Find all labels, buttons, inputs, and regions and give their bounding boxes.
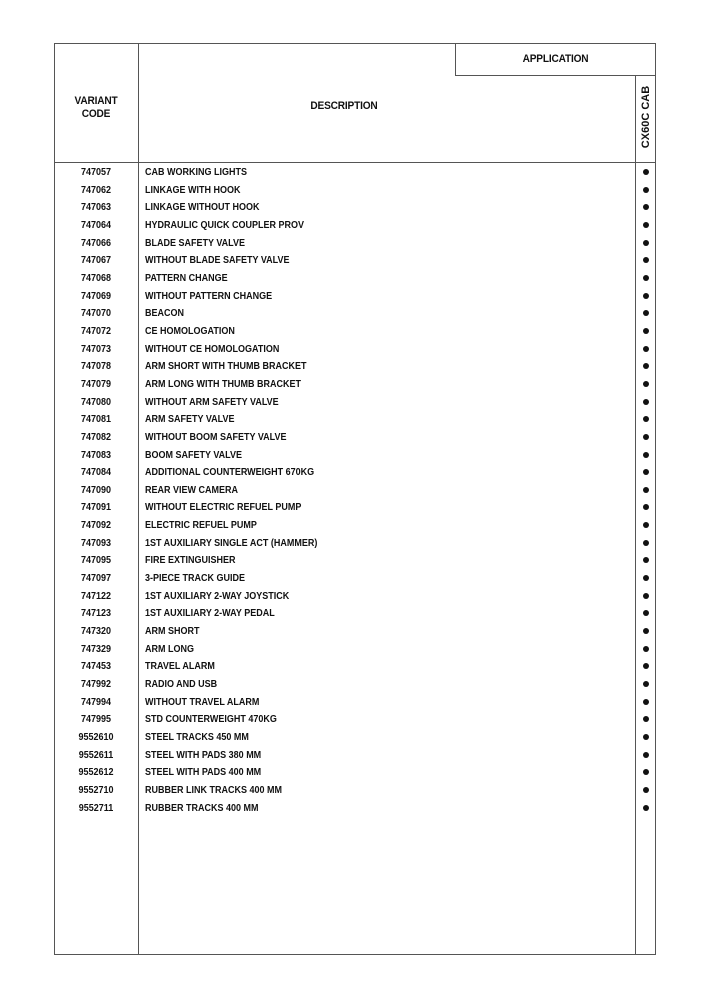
description-header: DESCRIPTION (310, 100, 378, 112)
applies-bullet-icon (643, 805, 649, 811)
table-row (54, 730, 656, 748)
applies-bullet-icon (643, 240, 649, 246)
variant-description: LINKAGE WITHOUT HOOK (145, 202, 260, 214)
variant-code: 747081 (80, 414, 112, 426)
variant-code: 747079 (80, 378, 112, 390)
variant-description: LINKAGE WITH HOOK (145, 184, 241, 196)
applies-bullet-icon (643, 204, 649, 210)
variant-code: 747994 (80, 696, 112, 708)
applies-bullet-icon (643, 716, 649, 722)
variant-description: ARM LONG (145, 643, 195, 655)
applies-bullet-icon (643, 681, 649, 687)
variant-code: 747083 (80, 449, 112, 461)
variant-description: WITHOUT BOOM SAFETY VALVE (145, 431, 287, 443)
variant-code: 747063 (80, 202, 112, 214)
variant-description: BOOM SAFETY VALVE (145, 449, 243, 461)
variant-code: 747068 (80, 272, 112, 284)
applies-bullet-icon (643, 310, 649, 316)
variant-code-header-line2: CODE (81, 108, 111, 120)
applies-bullet-icon (643, 346, 649, 352)
table-row (54, 712, 656, 730)
applies-bullet-icon (643, 787, 649, 793)
applies-bullet-icon (643, 275, 649, 281)
variant-code: 747122 (80, 590, 112, 602)
applies-bullet-icon (643, 293, 649, 299)
table-row (54, 606, 656, 624)
table-row (54, 165, 656, 183)
variant-description: WITHOUT TRAVEL ALARM (145, 696, 260, 708)
table-row (54, 571, 656, 589)
table-row (54, 659, 656, 677)
variant-code: 747092 (80, 520, 112, 532)
applies-bullet-icon (643, 169, 649, 175)
applies-bullet-icon (643, 452, 649, 458)
applies-bullet-icon (643, 593, 649, 599)
applies-bullet-icon (643, 469, 649, 475)
table-row (54, 677, 656, 695)
table-row (54, 395, 656, 413)
variant-description: HYDRAULIC QUICK COUPLER PROV (145, 219, 305, 231)
header-bottom-divider (54, 162, 656, 163)
applies-bullet-icon (643, 328, 649, 334)
table-row (54, 271, 656, 289)
table-row (54, 289, 656, 307)
variant-code: 747072 (80, 325, 112, 337)
applies-bullet-icon (643, 646, 649, 652)
table-row (54, 324, 656, 342)
variant-description: REAR VIEW CAMERA (145, 484, 239, 496)
applies-bullet-icon (643, 522, 649, 528)
applies-bullet-icon (643, 734, 649, 740)
table-row (54, 536, 656, 554)
table-row (54, 801, 656, 819)
variant-description: BLADE SAFETY VALVE (145, 237, 246, 249)
variant-code: 747095 (80, 555, 112, 567)
variant-code: 747084 (80, 467, 112, 479)
variant-description: TRAVEL ALARM (145, 661, 215, 673)
variant-code: 747329 (80, 643, 112, 655)
table-row (54, 236, 656, 254)
applies-bullet-icon (643, 699, 649, 705)
applies-bullet-icon (643, 575, 649, 581)
variant-description: ARM SHORT (145, 626, 200, 638)
applies-bullet-icon (643, 363, 649, 369)
table-row (54, 306, 656, 324)
variant-description: CAB WORKING LIGHTS (145, 167, 247, 178)
table-row (54, 377, 656, 395)
variant-code: 747073 (80, 343, 112, 355)
variant-code: 747070 (80, 308, 112, 320)
variant-code: 9552610 (78, 732, 114, 743)
variant-description: STEEL WITH PADS 400 MM (145, 767, 262, 779)
table-row (54, 695, 656, 713)
variant-code: 747995 (80, 714, 112, 726)
applies-bullet-icon (643, 752, 649, 758)
variant-description: WITHOUT ARM SAFETY VALVE (145, 396, 279, 408)
applies-bullet-icon (643, 399, 649, 405)
table-row (54, 483, 656, 501)
table-row (54, 430, 656, 448)
applies-bullet-icon (643, 381, 649, 387)
variant-description: PATTERN CHANGE (145, 272, 228, 284)
variant-code: 747057 (80, 167, 112, 178)
table-row (54, 518, 656, 536)
table-row (54, 183, 656, 201)
table-row (54, 748, 656, 766)
variant-description: 1ST AUXILIARY 2-WAY JOYSTICK (145, 590, 290, 602)
variant-code: 747123 (80, 608, 112, 620)
variant-code: 747320 (80, 626, 112, 638)
table-row (54, 765, 656, 783)
applies-bullet-icon (643, 187, 649, 193)
variant-code: 747082 (80, 431, 112, 443)
variant-description: 1ST AUXILIARY 2-WAY PEDAL (145, 608, 275, 620)
variant-description: FIRE EXTINGUISHER (145, 555, 236, 567)
applies-bullet-icon (643, 257, 649, 263)
table-row (54, 342, 656, 360)
variant-description: ARM SHORT WITH THUMB BRACKET (145, 361, 307, 373)
variant-code: 747062 (80, 184, 112, 196)
table-row (54, 218, 656, 236)
variant-rows (54, 165, 656, 818)
applies-bullet-icon (643, 222, 649, 228)
applies-bullet-icon (643, 628, 649, 634)
variant-code: 747064 (80, 219, 112, 231)
variant-code: 747992 (80, 679, 112, 691)
applies-bullet-icon (643, 416, 649, 422)
applies-bullet-icon (643, 663, 649, 669)
variant-code: 747453 (80, 661, 112, 673)
variant-description: RUBBER LINK TRACKS 400 MM (145, 784, 283, 796)
variant-description: ADDITIONAL COUNTERWEIGHT 670KG (145, 467, 315, 479)
applies-bullet-icon (643, 557, 649, 563)
applies-bullet-icon (643, 610, 649, 616)
applies-bullet-icon (643, 540, 649, 546)
applies-bullet-icon (643, 504, 649, 510)
variant-code: 747097 (80, 573, 112, 585)
variant-code: 747090 (80, 484, 112, 496)
variant-code: 9552612 (78, 767, 114, 779)
variant-code: 9552711 (78, 802, 114, 814)
variant-code: 747091 (80, 502, 112, 514)
table-row (54, 412, 656, 430)
variant-code-header-line1: VARIANT (74, 95, 118, 107)
cx60c-cab-column-header: CX60C CAB (640, 85, 652, 149)
applies-bullet-icon (643, 487, 649, 493)
variant-description: WITHOUT ELECTRIC REFUEL PUMP (145, 502, 302, 514)
variant-code: 747080 (80, 396, 112, 408)
table-row (54, 200, 656, 218)
table-row (54, 624, 656, 642)
table-row (54, 448, 656, 466)
variant-code: 9552710 (78, 784, 114, 796)
variant-description: WITHOUT BLADE SAFETY VALVE (145, 255, 290, 267)
variant-description: 1ST AUXILIARY SINGLE ACT (HAMMER) (145, 537, 318, 549)
table-row (54, 253, 656, 271)
variant-code: 747093 (80, 537, 112, 549)
variant-description: ARM LONG WITH THUMB BRACKET (145, 378, 301, 390)
application-header: APPLICATION (522, 53, 589, 65)
table-row (54, 553, 656, 571)
table-row (54, 642, 656, 660)
table-row (54, 465, 656, 483)
variant-code: 747067 (80, 255, 112, 267)
variant-description: WITHOUT CE HOMOLOGATION (145, 343, 280, 355)
application-header-divider (455, 75, 656, 76)
variant-code: 747078 (80, 361, 112, 373)
variant-code: 747069 (80, 290, 112, 302)
variant-description: ELECTRIC REFUEL PUMP (145, 520, 257, 532)
variant-description: CE HOMOLOGATION (145, 325, 235, 337)
variant-description: STD COUNTERWEIGHT 470KG (145, 714, 277, 726)
variant-description: ARM SAFETY VALVE (145, 414, 235, 426)
table-row (54, 783, 656, 801)
variant-code: 747066 (80, 237, 112, 249)
variant-description: RUBBER TRACKS 400 MM (145, 802, 259, 814)
variant-description: 3-PIECE TRACK GUIDE (145, 573, 246, 585)
application-column-divider (455, 43, 456, 75)
applies-bullet-icon (643, 434, 649, 440)
variant-description: RADIO AND USB (145, 679, 218, 691)
table-row (54, 589, 656, 607)
variant-description: BEACON (145, 308, 185, 320)
variant-description: STEEL TRACKS 450 MM (145, 732, 249, 743)
table-row (54, 500, 656, 518)
variant-code-header (57, 95, 134, 121)
variant-description: STEEL WITH PADS 380 MM (145, 749, 262, 761)
variant-code: 9552611 (78, 749, 114, 761)
applies-bullet-icon (643, 769, 649, 775)
table-row (54, 359, 656, 377)
variant-description: WITHOUT PATTERN CHANGE (145, 290, 273, 302)
